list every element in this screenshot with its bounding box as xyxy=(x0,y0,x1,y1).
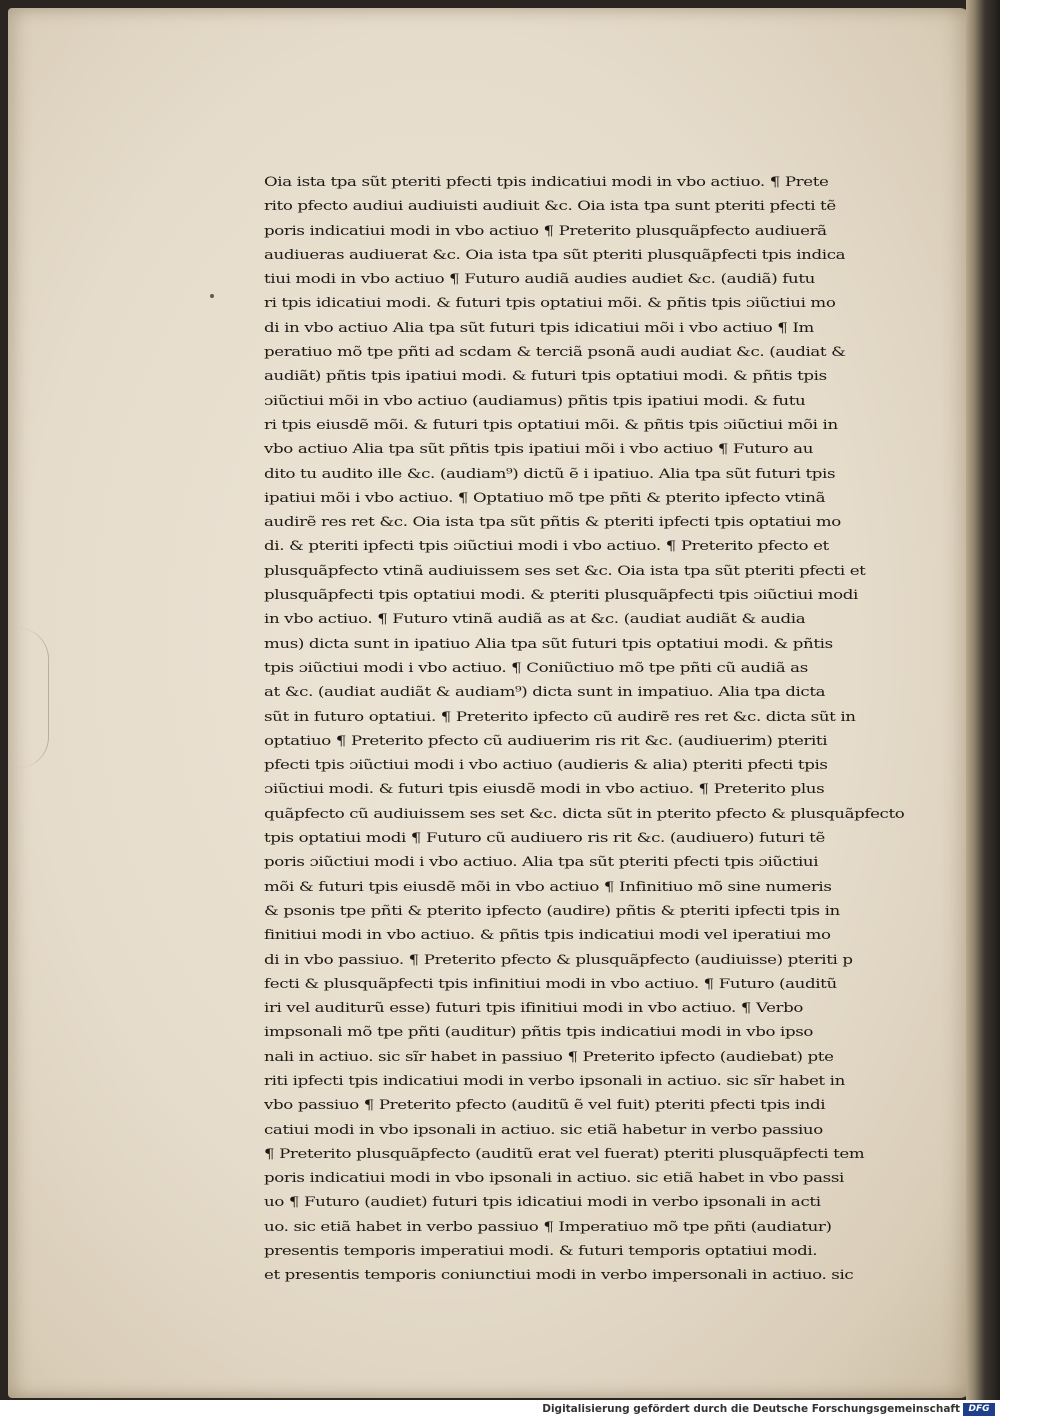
text-line: uo ¶ Futuro (audiet) futuri tpis idicatiui modi in verbo ipsonali in acti xyxy=(264,1195,821,1211)
text-line: ¶ Preterito plusquãpfecto (auditũ erat vel fuerat) pteriti plusquãpfecti tem xyxy=(264,1146,865,1162)
text-line: catiui modi in vbo ipsonali in actiuo. sic etiã habetur in verbo passiuo xyxy=(264,1122,823,1138)
text-line: vbo actiuo Alia tpa sũt pñtis tpis ipatiui mõi i vbo actiuo ¶ Futuro au xyxy=(264,442,814,458)
text-line: Oia ista tpa sũt pteriti pfecti tpis indicatiui modi in vbo actiuo. ¶ Prete xyxy=(264,175,829,190)
text-line: poris ɔiũctiui modi i vbo actiuo. Alia tpa sũt pteriti pfecti tpis ɔiũctiui xyxy=(264,855,819,871)
text-line: ipatiui mõi i vbo actiuo. ¶ Optatiuo mõ tpe pñti & pterito ipfecto vtinã xyxy=(264,490,826,506)
text-line: ri tpis eiusdẽ mõi. & futuri tpis optatiui mõi. & pñtis tpis ɔiũctiui mõi in xyxy=(264,417,838,433)
text-line: audiueras audiuerat &c. Oia ista tpa sũt pteriti plusquãpfecti tpis indica xyxy=(264,247,846,263)
text-line: tiui modi in vbo actiuo ¶ Futuro audiã audies audiet &c. (audiã) futu xyxy=(264,272,815,288)
text-line: poris indicatiui modi in vbo ipsonali in actiuo. sic etiã habet in vbo passi xyxy=(264,1171,844,1187)
text-line: nali in actiuo. sic sĩr habet in passiuo ¶ Preterito ipfecto (audiebat) pte xyxy=(264,1049,834,1065)
text-line: presentis temporis imperatiui modi. & futuri temporis optatiui modi. xyxy=(264,1244,818,1260)
text-line: rito pfecto audiui audiuisti audiuit &c. Oia ista tpa sunt pteriti pfecti tẽ xyxy=(264,199,836,215)
text-line: di. & pteriti ipfecti tpis ɔiũctiui modi i vbo actiuo. ¶ Preterito pfecto et xyxy=(264,539,829,555)
text-line: ɔiũctiui modi. & futuri tpis eiusdẽ modi in vbo actiuo. ¶ Preterito plus xyxy=(264,782,825,798)
text-line: vbo passiuo ¶ Preterito pfecto (auditũ ẽ vel fuit) pteriti pfecti tpis indi xyxy=(264,1098,826,1114)
text-line: audirẽ res ret &c. Oia ista tpa sũt pñtis & pteriti ipfecti tpis optatiui mo xyxy=(264,515,841,531)
text-line: & psonis tpe pñti & pterito ipfecto (audire) pñtis & pteriti ipfecti tpis in xyxy=(264,903,840,919)
text-line: impsonali mõ tpe pñti (auditur) pñtis tpis indicatiui modi in vbo ipso xyxy=(264,1025,814,1041)
incunabula-text-block xyxy=(264,171,905,1284)
text-line: plusquãpfecto vtinã audiuissem ses set &c. Oia ista tpa sũt pteriti pfecti et xyxy=(264,563,866,579)
text-line: poris indicatiui modi in vbo actiuo ¶ Preterito plusquãpfecto audiuerã xyxy=(264,223,827,239)
text-line: peratiuo mõ tpe pñti ad scdam & terciã psonã audi audiat &c. (audiat & xyxy=(264,345,846,361)
text-line: fecti & plusquãpfecti tpis infinitiui modi in vbo actiuo. ¶ Futuro (auditũ xyxy=(264,976,837,992)
footer-bar xyxy=(0,1400,1000,1420)
ink-speck xyxy=(210,294,214,298)
text-line: at &c. (audiat audiãt & audiam⁹) dicta sunt in impatiuo. Alia tpa dicta xyxy=(264,685,826,701)
text-line: iri vel auditurũ esse) futuri tpis ifinitiui modi in vbo actiuo. ¶ Verbo xyxy=(264,1001,804,1017)
text-line: di in vbo passiuo. ¶ Preterito pfecto & plusquãpfecto (audiuisse) pteriti p xyxy=(264,952,853,968)
text-line: in vbo actiuo. ¶ Futuro vtinã audiã as at &c. (audiat audiãt & audia xyxy=(264,612,806,628)
page-fold-mark xyxy=(18,628,49,768)
book-gutter xyxy=(966,0,1000,1400)
text-line: optatiuo ¶ Preterito pfecto cũ audiuerim ris rit &c. (audiuerim) pteriti xyxy=(264,733,828,749)
text-line: plusquãpfecti tpis optatiui modi. & pteriti plusquãpfecti tpis ɔiũctiui modi xyxy=(264,588,858,604)
text-line: tpis ɔiũctiui modi i vbo actiuo. ¶ Coniũctiuo mõ tpe pñti cũ audiã as xyxy=(264,660,808,676)
text-line: uo. sic etiã habet in verbo passiuo ¶ Imperatiuo mõ tpe pñti (audiatur) xyxy=(264,1219,832,1235)
dfg-logo: DFG xyxy=(963,1403,995,1416)
text-line: et presentis temporis coniunctiui modi in verbo impersonali in actiuo. sic xyxy=(264,1268,854,1284)
text-line: riti ipfecti tpis indicatiui modi in verbo ipsonali in actiuo. sic sĩr habet in xyxy=(264,1073,845,1089)
text-line: quãpfecto cũ audiuissem ses set &c. dicta sũt in pterito pfecto & plusquãpfecto xyxy=(264,806,905,822)
text-line: sũt in futuro optatiui. ¶ Preterito ipfecto cũ audirẽ res ret &c. dicta sũt in xyxy=(264,709,856,725)
book-page xyxy=(8,8,970,1398)
text-line: ɔiũctiui mõi in vbo actiuo (audiamus) pñtis tpis ipatiui modi. & futu xyxy=(264,393,806,409)
text-line: mus) dicta sunt in ipatiuo Alia tpa sũt futuri tpis optatiui modi. & pñtis xyxy=(264,636,833,652)
text-line: dito tu audito ille &c. (audiam⁹) dictũ ẽ i ipatiuo. Alia tpa sũt futuri tpis xyxy=(264,466,836,482)
text-line: tpis optatiui modi ¶ Futuro cũ audiuero ris rit &c. (audiuero) futuri tẽ xyxy=(264,831,825,847)
text-line: finitiui modi in vbo actiuo. & pñtis tpis indicatiui modi vel iperatiui mo xyxy=(264,928,831,944)
text-line: audiãt) pñtis tpis ipatiui modi. & futuri tpis optatiui modi. & pñtis tpis xyxy=(264,369,827,385)
text-line: pfecti tpis ɔiũctiui modi i vbo actiuo (audieris & alia) pteriti pfecti tpis xyxy=(264,758,828,774)
text-line: ri tpis idicatiui modi. & futuri tpis optatiui mõi. & pñtis tpis ɔiũctiui mo xyxy=(264,296,836,312)
funding-credit: Digitalisierung gefördert durch die Deutsche Forschungsgemeinschaft xyxy=(542,1403,960,1415)
text-line: di in vbo actiuo Alia tpa sũt futuri tpis idicatiui mõi i vbo actiuo ¶ Im xyxy=(264,320,814,336)
text-line: mõi & futuri tpis eiusdẽ mõi in vbo actiuo ¶ Infinitiuo mõ sine numeris xyxy=(264,879,832,895)
